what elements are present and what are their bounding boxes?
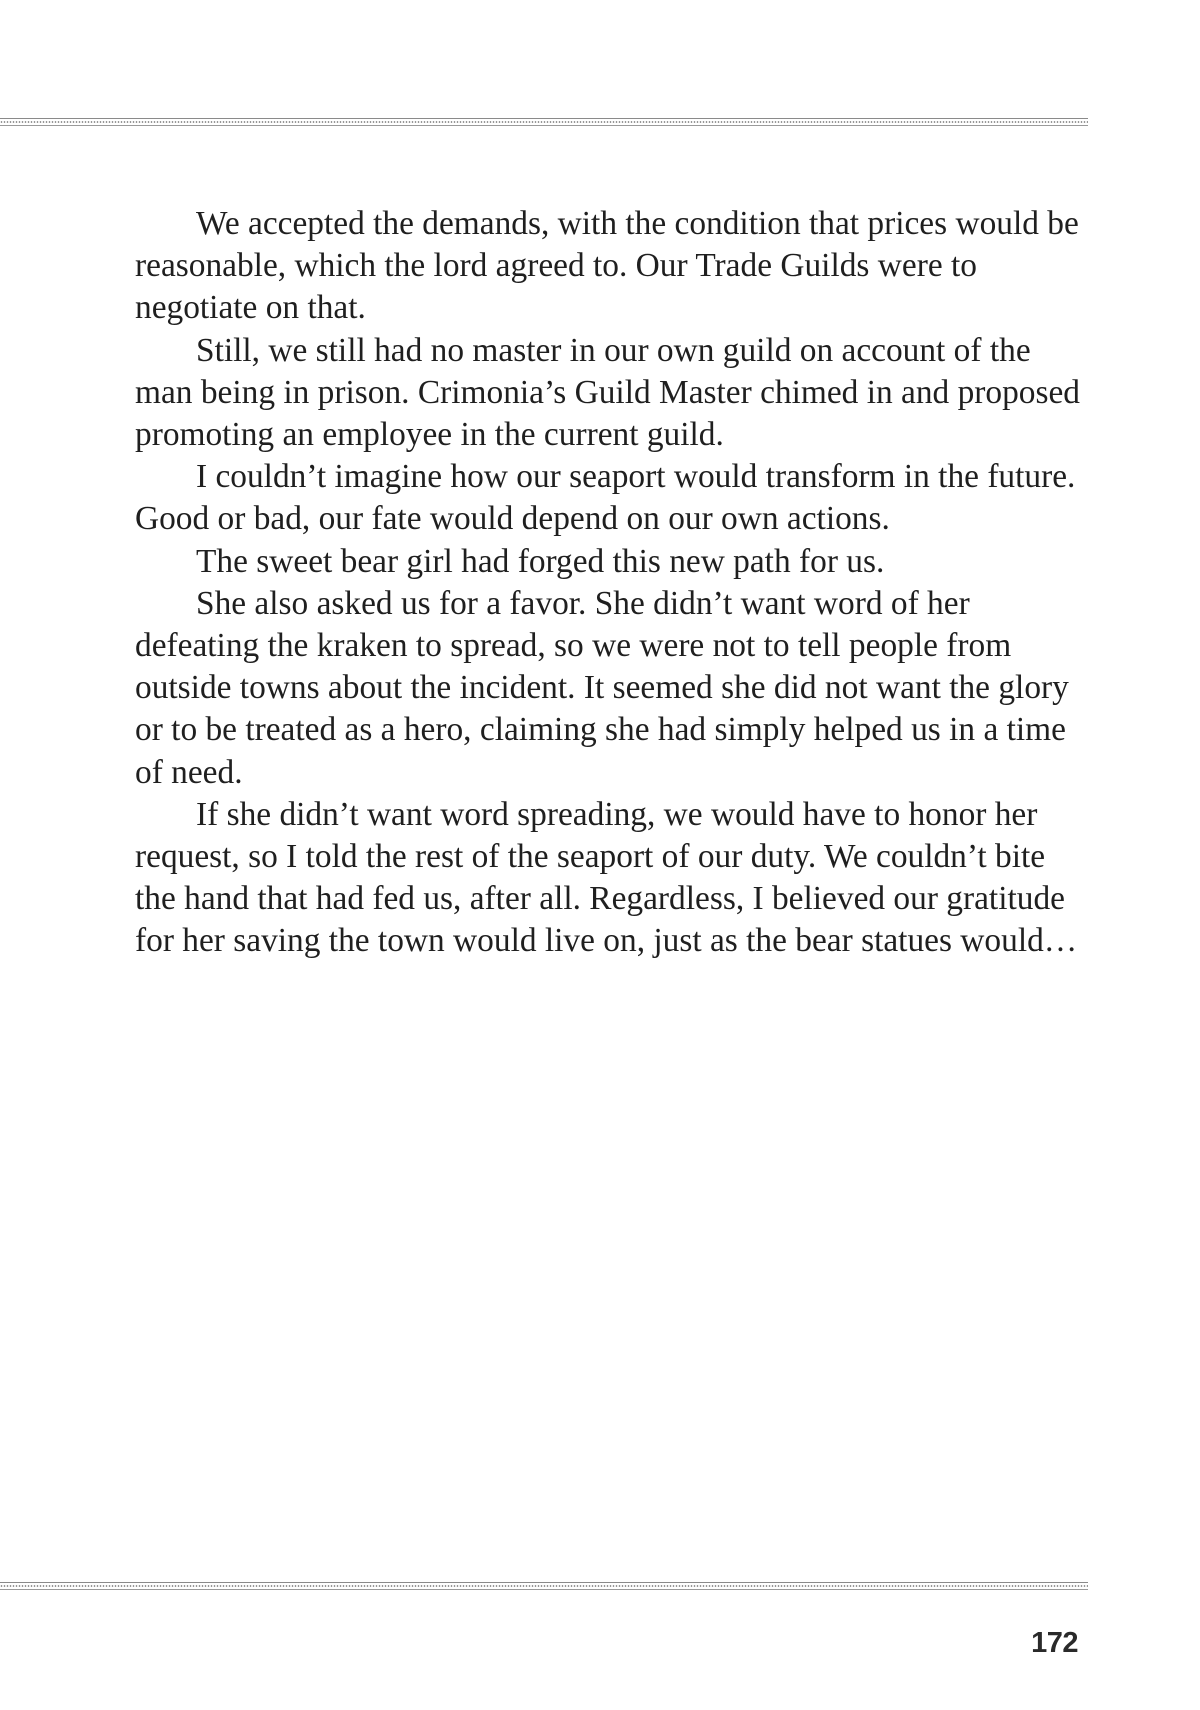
- paragraph: If she didn’t want word spreading, we would have to honor her request, so I told the rest of the seaport of our duty. We couldn’t bite the hand that had fed us, after all. Regardless, I believed our gratitude for her saving the town would live on, just as the bear statues would…: [135, 795, 1078, 960]
- paragraph: We accepted the demands, with the condition that prices would be reasonable, which the lord agreed to. Our Trade Guilds were to negotiate on that.: [135, 205, 1079, 327]
- paragraph: She also asked us for a favor. She didn’t want word of her defeating the kraken to spread, so we were not to tell people from outside towns about the incident. It seemed she did not want the glory or to be treated as a hero, claiming she had simply helped us in a time of need.: [135, 584, 1069, 791]
- header-rule: [0, 118, 1088, 126]
- paragraph: Still, we still had no master in our own guild on account of the man being in prison. Crimonia’s Guild Master chimed in and proposed promoting an employee in the current guild.: [135, 331, 1080, 454]
- footer-rule: [0, 1582, 1088, 1590]
- paragraph: The sweet bear girl had forged this new path for us.: [196, 542, 885, 580]
- paragraph: I couldn’t imagine how our seaport would transform in the future. Good or bad, our fate would depend on our own actions.: [135, 458, 1076, 538]
- page-number: 172: [1031, 1627, 1078, 1659]
- body-text: [135, 203, 1085, 963]
